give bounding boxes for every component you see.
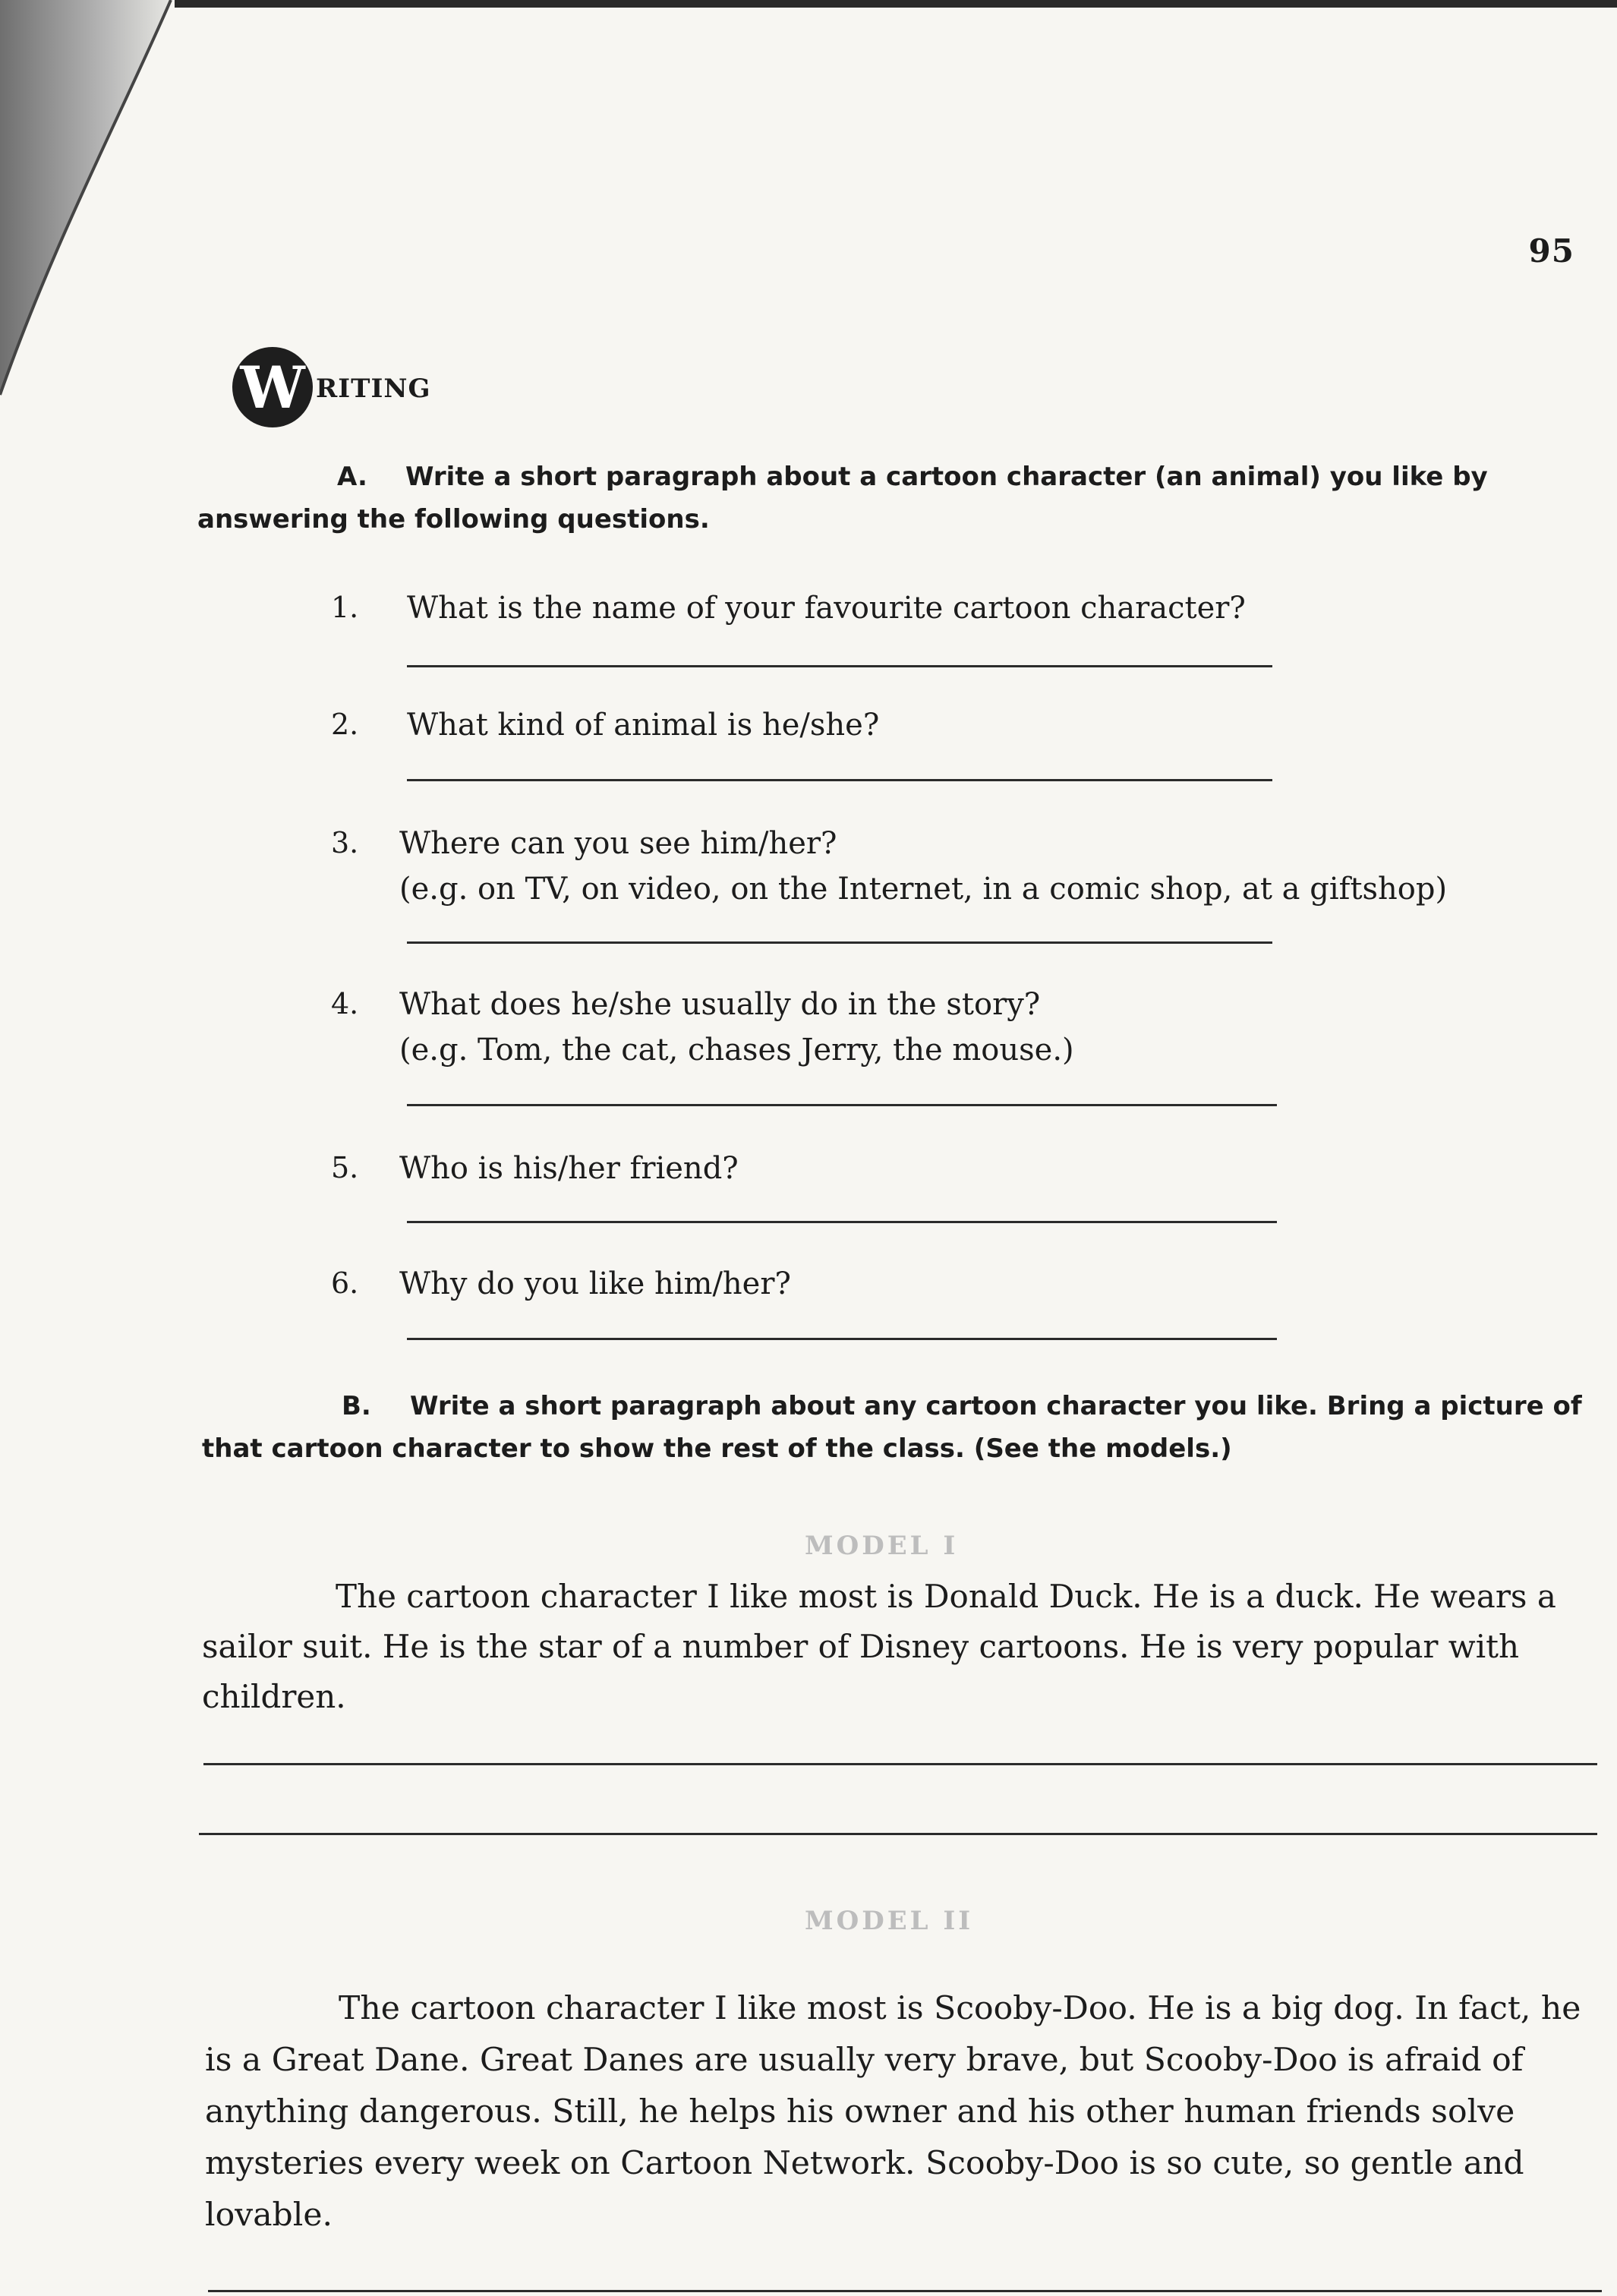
question-text: Who is his/her friend? — [399, 1151, 739, 1186]
page-curl-shadow — [0, 0, 182, 456]
writing-line[interactable] — [203, 1763, 1597, 1765]
question-number: 3. — [331, 826, 359, 859]
answer-line[interactable] — [407, 665, 1272, 667]
model-label: MODEL I — [805, 1531, 959, 1561]
part-a-text: Write a short paragraph about a cartoon character (an animal) you like by answering the following questions. — [197, 462, 1488, 535]
page-top-edge — [175, 0, 1617, 8]
answer-line[interactable] — [407, 941, 1272, 944]
question-text: What kind of animal is he/she? — [407, 708, 880, 743]
section-title: RITING — [316, 374, 431, 404]
part-b-letter: B. — [342, 1391, 371, 1421]
question-number: 2. — [331, 708, 359, 741]
section-header — [232, 345, 430, 430]
question-text: What is the name of your favourite cartoon character? — [407, 591, 1246, 626]
writing-line[interactable] — [208, 2290, 1602, 2292]
answer-line[interactable] — [407, 1338, 1277, 1340]
question-text: What does he/she usually do in the story? — [399, 987, 1041, 1022]
answer-line[interactable] — [407, 779, 1272, 781]
part-b-instruction — [202, 1385, 1591, 1470]
question-example: (e.g. on TV, on video, on the Internet, in a comic shop, at a giftshop) — [399, 872, 1448, 907]
writing-badge: W — [232, 347, 313, 427]
writing-line[interactable] — [199, 1833, 1597, 1835]
part-a-instruction — [197, 456, 1587, 541]
page-number: 95 — [1528, 232, 1574, 270]
question-text: Why do you like him/her? — [399, 1266, 791, 1301]
question-number: 4. — [331, 987, 359, 1020]
question-number: 6. — [331, 1266, 359, 1300]
part-a-letter: A. — [337, 462, 367, 492]
answer-line[interactable] — [407, 1104, 1277, 1106]
model-label: MODEL II — [805, 1906, 974, 1936]
answer-line[interactable] — [407, 1221, 1277, 1223]
question-text: Where can you see him/her? — [399, 826, 837, 861]
question-example: (e.g. Tom, the cat, chases Jerry, the mouse.) — [399, 1033, 1074, 1068]
question-number: 1. — [331, 591, 359, 624]
part-b-text: Write a short paragraph about any cartoon character you like. Bring a picture of that cartoon character to show the rest of the class. (See the models.) — [202, 1391, 1582, 1464]
model-paragraph: The cartoon character I like most is Scooby-Doo. He is a big dog. In fact, he is a Great Dane. Great Danes are usually very brave, but Scooby-Doo is afraid of anything dangerous. Still, he helps his owner and his other human friends solve mysteries every week on Cartoon Network. Scooby-Doo is so cute, so gentle and lovable. — [205, 1990, 1581, 2234]
question-number: 5. — [331, 1151, 359, 1184]
model-paragraph: The cartoon character I like most is Donald Duck. He is a duck. He wears a sailor suit. He is the star of a number of Disney cartoons. He is very popular with children. — [202, 1578, 1556, 1715]
